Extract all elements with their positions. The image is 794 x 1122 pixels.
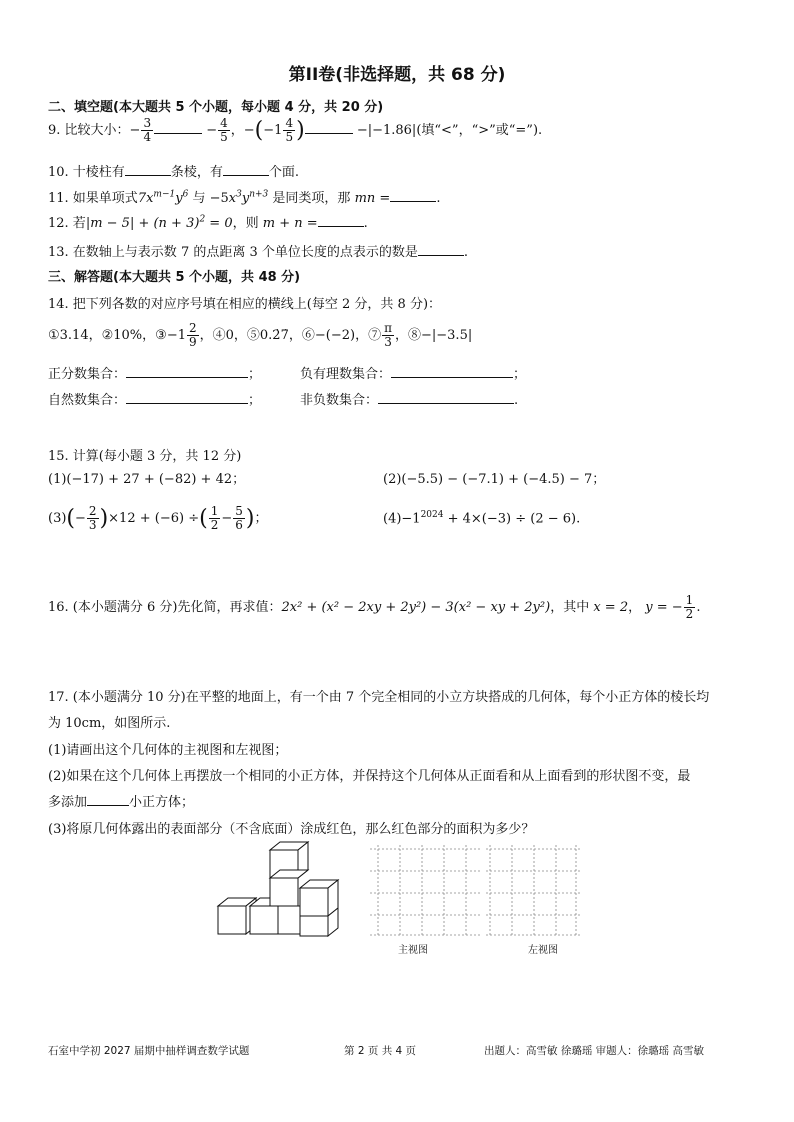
- cube-figure: [210, 840, 360, 950]
- answer-blank[interactable]: [223, 163, 269, 176]
- question-9: 9. 比较大小：− $\frac{3}{4}$ − $\frac{4}{5}$ ，−(−1 $\frac{4}{5}$ ) −|−1.86|(填“<”，“>”或“=”).: [48, 116, 543, 144]
- question-17-part-2: (2)如果在这个几何体上再摆放一个相同的小正方体，并保持这个几何体从正面看和从上面看到的形状图不变，最: [48, 769, 691, 784]
- question-15: 15. 计算(每小题 3 分，共 12 分): [48, 449, 242, 464]
- set-negative-rationals: 负有理数集合： ；: [300, 367, 527, 382]
- answer-blank[interactable]: [305, 121, 353, 134]
- question-17-part-3: (3)将原几何体露出的表面部分（不含底面）涂成红色，那么红色部分的面积为多少？: [48, 822, 535, 837]
- set-natural-numbers: 自然数集合： ；: [48, 393, 262, 408]
- set-non-negative: 非负数集合： .: [300, 393, 519, 408]
- front-view-grid[interactable]: [370, 845, 480, 937]
- answer-blank[interactable]: [318, 214, 364, 227]
- left-view-caption: 左视图: [528, 945, 558, 956]
- question-17-line-2: 为 10cm，如图所示.: [48, 716, 171, 731]
- question-15-part-1: (1)(−17) + 27 + (−82) + 42；: [48, 472, 246, 487]
- section-fill-blank-heading: 二、填空题(本大题共 5 个小题，每小题 4 分，共 20 分): [48, 100, 384, 115]
- question-17-part-2-cont: 多添加 小正方体；: [48, 795, 195, 810]
- question-15-part-3: (3)(− $\frac{2}{3}$ )×12 + (−6) ÷( $\frac{1}{2}$ − $\frac{5}{6}$ )；: [48, 504, 268, 532]
- question-12: 12. 若$|m - 5| + (n + 3)^2 = 0$，则 m + n = .: [48, 214, 368, 231]
- question-16: 16. (本小题满分 6 分)先化简，再求值：2x² + (x² − 2xy + 2y²) − 3(x² − xy + 2y²)，其中 x = 2， y = − $\frac{1}{2}$ .: [48, 593, 701, 621]
- left-view-grid[interactable]: [486, 845, 580, 937]
- page-title: 第II卷(非选择题，共 68 分): [288, 65, 506, 85]
- question-17-part-1: (1)请画出这个几何体的主视图和左视图；: [48, 743, 288, 758]
- footer-page-number: 第 2 页 共 4 页: [344, 1045, 417, 1057]
- set-positive-fractions: 正分数集合： ；: [48, 367, 262, 382]
- question-17-line-1: 17. (本小题满分 10 分)在平整的地面上，有一个由 7 个完全相同的小立方块搭成的几何体，每个小正方体的棱长均: [48, 690, 710, 705]
- question-14: 14. 把下列各数的对应序号填在相应的横线上(每空 2 分，共 8 分)：: [48, 297, 442, 312]
- question-10: 10. 十棱柱有 条棱，有 个面.: [48, 165, 299, 180]
- question-11: 11. 如果单项式$7x^{m-1}y^6$ 与 $-5x^3y^{n+3}$ 是同类项，那 mn = .: [48, 189, 441, 206]
- answer-blank[interactable]: [154, 121, 202, 134]
- answer-blank[interactable]: [125, 163, 171, 176]
- question-15-part-2: (2)(−5.5) − (−7.1) + (−4.5) − 7；: [383, 472, 606, 487]
- footer-authors: 出题人：高雪敏 徐璐瑶 审题人：徐璐瑶 高雪敏: [484, 1045, 705, 1057]
- question-14-numbers: ①3.14，②10%，③−1 $\frac{2}{9}$ ，④0，⑤0.2̇7̇，⑥−(−2)，⑦ $\frac{\pi}{3}$ ，⑧−|−3.5|: [48, 321, 473, 349]
- footer-exam-name: 石室中学初 2027 届期中抽样调查数学试题: [48, 1045, 250, 1057]
- answer-blank[interactable]: [418, 243, 464, 256]
- answer-blank[interactable]: [390, 189, 436, 202]
- question-13: 13. 在数轴上与表示数 7 的点距离 3 个单位长度的点表示的数是 .: [48, 245, 469, 260]
- question-15-part-4: $(4)-1^{2024} + 4\times(-3) \div (2 - 6)$.: [383, 510, 581, 527]
- front-view-caption: 主视图: [398, 945, 428, 956]
- answer-blank[interactable]: [87, 793, 129, 806]
- section-answer-heading: 三、解答题(本大题共 5 个小题，共 48 分): [48, 270, 301, 285]
